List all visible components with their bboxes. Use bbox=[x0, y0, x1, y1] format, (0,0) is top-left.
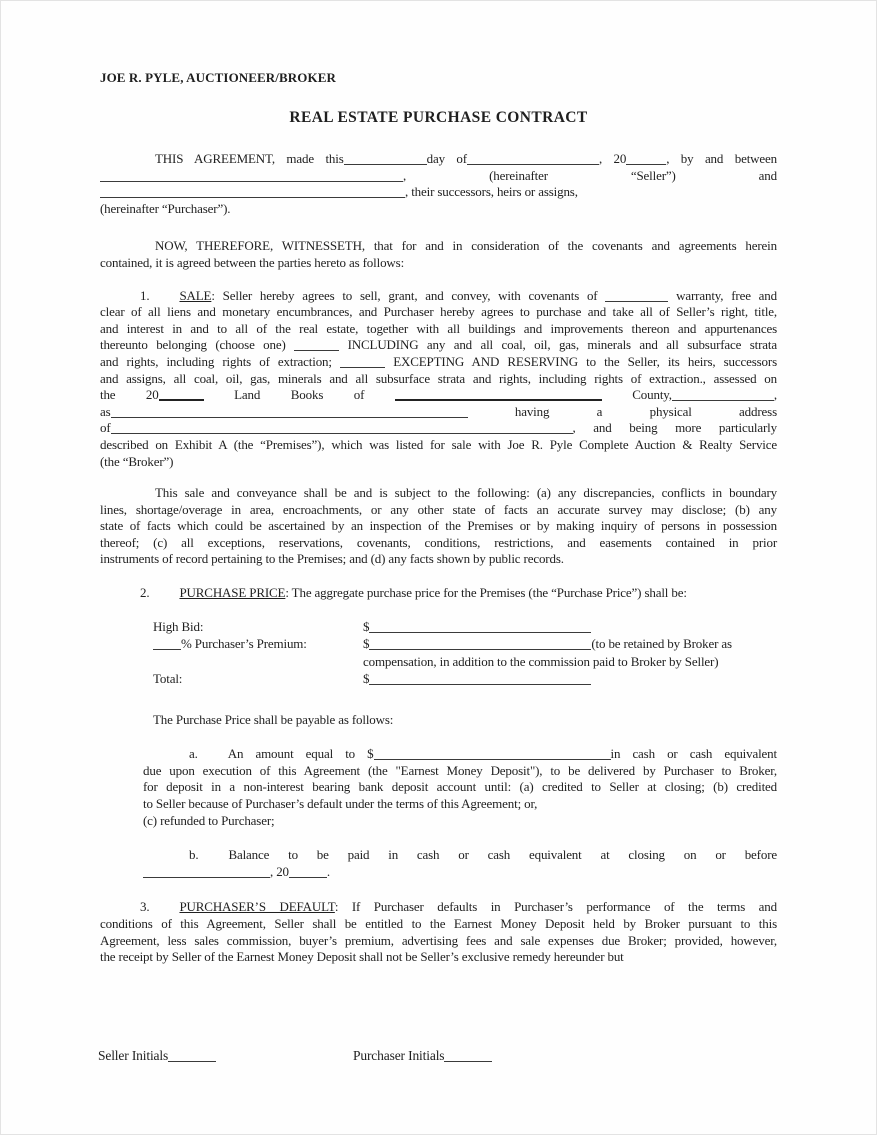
fill-in-blank bbox=[111, 415, 468, 418]
tab-spacer bbox=[149, 299, 179, 300]
text-run: , (hereinafter “Seller”) and bbox=[403, 167, 777, 183]
text-run: , bbox=[773, 387, 777, 403]
text-line bbox=[100, 168, 777, 185]
fill-in-blank bbox=[100, 195, 405, 198]
text-run: of bbox=[100, 420, 111, 436]
text-line bbox=[100, 454, 777, 471]
text-run: THIS AGREEMENT, made this bbox=[155, 151, 344, 166]
text-run: b. bbox=[189, 847, 199, 863]
text-run: and interest in and to all of the real estate, together with all buildings and improvements thereon and appurtenances bbox=[100, 320, 777, 336]
fill-in-blank-bold bbox=[395, 397, 602, 401]
text-line bbox=[100, 585, 777, 602]
text-run: , and being more particularly bbox=[572, 420, 777, 436]
text-run: the 20 bbox=[100, 387, 159, 403]
witnesseth bbox=[100, 238, 777, 271]
text-run: and rights, including rights of extraction; bbox=[100, 353, 341, 369]
tab-spacer bbox=[149, 596, 179, 597]
text-run: for deposit in a non-interest bearing bank deposit account until: (a) credited to Seller at closing; (b) credited bbox=[143, 779, 777, 795]
text-run: (to be retained by Broker as bbox=[591, 636, 732, 652]
text-run: 1. bbox=[140, 287, 150, 303]
text-run: The Purchase Price shall be payable as follows: bbox=[153, 711, 394, 727]
tab-spacer bbox=[198, 858, 228, 859]
text-run: due upon execution of this Agreement (the "Earnest Money Deposit"), to be delivered by Purchaser to Broker, bbox=[143, 762, 777, 778]
section-1-sale bbox=[100, 288, 777, 471]
section-2-purchase-price bbox=[100, 585, 777, 602]
text-run: An amount equal to $ bbox=[227, 746, 374, 762]
text-run: : Seller hereby agrees to sell, grant, and convey, with covenants of bbox=[211, 287, 606, 303]
text-run: (the “Broker”) bbox=[100, 453, 174, 469]
subject-to bbox=[100, 485, 777, 568]
text-line bbox=[100, 916, 777, 933]
text-line bbox=[143, 847, 777, 864]
underlined-term: PURCHASE PRICE bbox=[179, 585, 286, 601]
fill-in-blank bbox=[672, 398, 774, 401]
text-run: Total: bbox=[153, 671, 183, 687]
tab-spacer bbox=[100, 162, 155, 163]
text-run: state of facts which could be ascertained by an inspection of the Premises or by making inquiry of persons in possession bbox=[100, 518, 777, 534]
text-line bbox=[100, 387, 777, 404]
text-run: to Seller because of Purchaser’s default under the terms of this Agreement; or, bbox=[143, 796, 538, 812]
price-row-value bbox=[363, 654, 718, 669]
text-line bbox=[100, 201, 777, 218]
text-run: instruments of record pertaining to the Premises; and (d) any facts shown by public records. bbox=[100, 551, 564, 567]
text-run: (c) refunded to Purchaser; bbox=[143, 812, 275, 828]
text-run: NOW, THEREFORE, WITNESSETH, that for and in consideration of the covenants and agreements herein bbox=[155, 238, 777, 254]
text-run: in cash or cash equivalent bbox=[610, 746, 777, 762]
text-run: . bbox=[326, 863, 331, 879]
fill-in-blank bbox=[369, 630, 591, 633]
seller-initials bbox=[98, 1048, 216, 1064]
tab-spacer bbox=[143, 757, 189, 758]
seller-initials-blank bbox=[168, 1059, 216, 1062]
price-row-label bbox=[153, 670, 363, 688]
text-run: : If Purchaser defaults in Purchaser’s performance of the terms and bbox=[334, 899, 777, 915]
fill-in-blank bbox=[294, 348, 339, 351]
text-run: (hereinafter “Purchaser”). bbox=[100, 200, 231, 216]
text-run: , by and between bbox=[666, 151, 777, 166]
text-line bbox=[143, 746, 777, 763]
payable-line bbox=[153, 712, 777, 729]
price-row bbox=[153, 635, 777, 653]
purchaser-initials bbox=[353, 1048, 492, 1064]
text-line bbox=[100, 321, 777, 338]
text-run: : The aggregate purchase price for the Premises (the “Purchase Price”) shall be: bbox=[285, 585, 687, 601]
text-run: EXCEPTING AND RESERVING to the Seller, its heirs, successors bbox=[385, 353, 777, 369]
text-line bbox=[100, 354, 777, 371]
text-run: clear of all liens and monetary encumbrances, and Purchaser hereby agrees to purchase and take all of Seller’s right, title, bbox=[100, 304, 777, 320]
fill-in-blank bbox=[369, 647, 591, 650]
tab-spacer bbox=[198, 757, 228, 758]
text-run: Balance to be paid in cash or cash equivalent at closing on or before bbox=[228, 847, 777, 863]
fill-in-blank bbox=[605, 299, 668, 302]
text-line bbox=[100, 518, 777, 535]
text-line bbox=[100, 337, 777, 354]
underlined-term: SALE bbox=[179, 287, 212, 303]
text-run: County, bbox=[601, 387, 672, 403]
price-row-label bbox=[153, 618, 363, 636]
broker-header: JOE R. PYLE, AUCTIONEER/BROKER bbox=[100, 70, 336, 85]
price-row-label bbox=[153, 635, 363, 653]
text-run: as bbox=[100, 403, 111, 419]
text-line bbox=[143, 796, 777, 813]
fill-in-blank bbox=[111, 431, 573, 434]
price-table bbox=[153, 618, 777, 688]
tab-spacer bbox=[100, 249, 155, 250]
text-run: 3. bbox=[140, 899, 150, 915]
fill-in-blank bbox=[153, 647, 181, 650]
price-row-value bbox=[363, 671, 591, 686]
tab-spacer bbox=[100, 910, 140, 911]
text-run: INCLUDING any and all coal, oil, gas, minerals and all subsurface strata bbox=[339, 337, 777, 353]
text-line bbox=[100, 288, 777, 305]
text-line bbox=[100, 437, 777, 454]
text-run: % Purchaser’s Premium: bbox=[181, 636, 307, 652]
clause-b bbox=[143, 847, 777, 880]
text-run: , 20 bbox=[270, 863, 289, 879]
text-run: contained, it is agreed between the parties hereto as follows: bbox=[100, 254, 405, 270]
text-line bbox=[100, 184, 777, 201]
tab-spacer bbox=[100, 496, 155, 497]
fill-in-blank bbox=[344, 162, 427, 165]
text-run: having a physical address bbox=[467, 403, 777, 419]
text-line bbox=[100, 551, 777, 568]
purchaser-initials-blank bbox=[444, 1059, 492, 1062]
text-run: $ bbox=[363, 618, 370, 634]
fill-in-blank bbox=[374, 757, 611, 760]
text-run: thereof; (c) all exceptions, reservations, covenants, conditions, restrictions, and easements contained in prior bbox=[100, 534, 777, 550]
text-line bbox=[143, 864, 777, 881]
fill-in-blank bbox=[340, 365, 385, 368]
text-run: This sale and conveyance shall be and is subject to the following: (a) any discrepancies, conflicts in boundary bbox=[155, 485, 777, 501]
text-run: , their successors, heirs or assigns, bbox=[405, 184, 578, 200]
seller-initials-label: Seller Initials bbox=[98, 1048, 169, 1063]
document-title: REAL ESTATE PURCHASE CONTRACT bbox=[289, 109, 588, 126]
text-line bbox=[100, 404, 777, 421]
initials-footer bbox=[1, 1048, 877, 1068]
text-run: lines, shortage/overage in area, encroachments, or any other state of facts an accurate survey may disclose; (b) any bbox=[100, 501, 777, 517]
fill-in-blank bbox=[369, 682, 591, 685]
text-line bbox=[100, 304, 777, 321]
text-run: $ bbox=[363, 636, 370, 652]
text-run: , 20 bbox=[598, 151, 627, 166]
tab-spacer bbox=[149, 910, 179, 911]
text-line bbox=[100, 933, 777, 950]
text-run: the receipt by Seller of the Earnest Money Deposit shall not be Seller’s exclusive remedy hereunder but bbox=[100, 949, 624, 965]
text-run: thereunto belonging (choose one) bbox=[100, 337, 295, 353]
text-run: conditions of this Agreement, Seller shall be entitled to the Earnest Money Deposit held by Broker pursuant to this bbox=[100, 916, 777, 931]
text-run: a. bbox=[189, 746, 198, 762]
price-row bbox=[153, 670, 777, 688]
text-line bbox=[143, 813, 777, 830]
text-line bbox=[100, 485, 777, 502]
fill-in-blank bbox=[467, 162, 599, 165]
tab-spacer bbox=[143, 858, 189, 859]
text-line bbox=[100, 899, 777, 916]
text-line bbox=[100, 949, 777, 966]
text-run: $ bbox=[363, 671, 370, 687]
text-line bbox=[100, 238, 777, 255]
text-line bbox=[100, 255, 777, 272]
text-line bbox=[100, 371, 777, 388]
price-row-value bbox=[363, 619, 591, 634]
purchaser-initials-label: Purchaser Initials bbox=[353, 1048, 445, 1063]
text-run: described on Exhibit A (the “Premises”), which was listed for sale with Joe R. Pyle Complete Auction & Realty Service bbox=[100, 436, 777, 452]
text-run: Land Books of bbox=[203, 387, 395, 403]
text-run: 2. bbox=[140, 585, 150, 601]
text-run: High Bid: bbox=[153, 618, 204, 634]
text-line bbox=[100, 535, 777, 552]
text-run: Agreement, less sales commission, buyer’s premium, advertising fees and sale expenses due Broker; provided, however, bbox=[100, 932, 777, 948]
agreement-intro bbox=[100, 151, 777, 217]
text-run: compensation, in addition to the commission paid to Broker by Seller) bbox=[363, 653, 719, 669]
fill-in-blank-bold bbox=[159, 397, 204, 401]
section-3-purchasers-default bbox=[100, 899, 777, 965]
text-line bbox=[100, 151, 777, 168]
text-run: and assigns, all coal, oil, gas, minerals and all subsurface strata and rights, including rights of extraction., assessed on bbox=[100, 370, 777, 386]
price-row bbox=[153, 653, 777, 671]
text-line bbox=[143, 763, 777, 780]
underlined-term: PURCHASER’S DEFAULT bbox=[179, 899, 335, 915]
text-run: day of bbox=[426, 151, 467, 166]
text-line bbox=[153, 712, 777, 729]
price-row-value bbox=[363, 636, 732, 651]
text-run: warranty, free and bbox=[668, 287, 777, 303]
text-line bbox=[100, 502, 777, 519]
fill-in-blank bbox=[626, 162, 666, 165]
price-row bbox=[153, 618, 777, 636]
fill-in-blank bbox=[100, 179, 403, 182]
contract-body bbox=[100, 151, 777, 966]
tab-spacer bbox=[100, 596, 140, 597]
text-line bbox=[143, 779, 777, 796]
text-line bbox=[100, 420, 777, 437]
tab-spacer bbox=[100, 299, 140, 300]
fill-in-blank bbox=[143, 875, 270, 878]
fill-in-blank bbox=[289, 875, 327, 878]
clause-a bbox=[143, 746, 777, 829]
